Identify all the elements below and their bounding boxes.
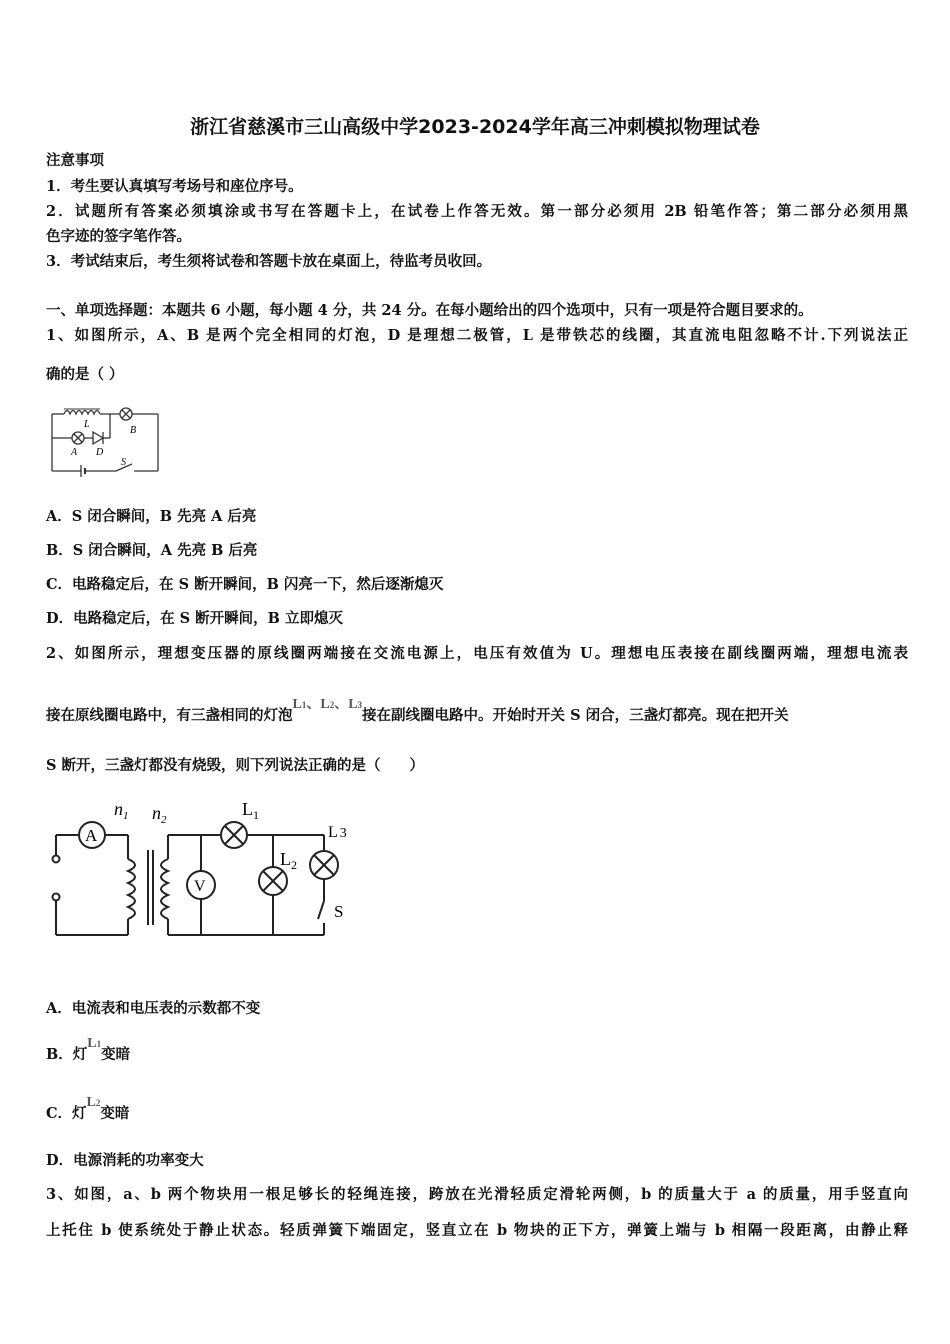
- q1-option-d: D．电路稳定后，在 S 断开瞬间，B 立即熄灭: [46, 610, 343, 627]
- q1-label-L: L: [84, 419, 90, 430]
- q1-stem-line1: 1、如图所示，A、B 是两个完全相同的灯泡，D 是理想二极管，L 是带铁芯的线圈，其直流电阻忽略不计.下列说法正: [46, 327, 908, 344]
- q2-L2-label: $L_2$: [280, 849, 297, 872]
- notice-item-2: 2．试题所有答案必须填涂或书写在答题卡上，在试卷上作答无效。第一部分必须用 2B 铅笔作答；第二部分必须用黑: [46, 203, 908, 220]
- q2-voltmeter-label: V: [194, 878, 206, 895]
- q2-option-b-lamp: L1: [87, 1036, 102, 1051]
- q3-stem-line1: 3、如图，a、b 两个物块用一根足够长的轻绳连接，跨放在光滑轻质定滑轮两侧，b 的质量大于 a 的质量，用手竖直向: [46, 1186, 908, 1203]
- notice-item-2-cont: 色字迹的签字笔作答。: [46, 228, 191, 245]
- q2-circuit-figure: [44, 795, 364, 940]
- q1-label-B: B: [130, 425, 137, 436]
- q2-stem-line2-a: 接在原线圈电路中，有三盏相同的灯泡: [46, 707, 293, 724]
- q2-stem-line2: [46, 697, 908, 726]
- q2-option-a: A．电流表和电压表的示数都不变: [46, 1000, 261, 1017]
- q2-option-c-lamp: L2: [86, 1095, 101, 1110]
- q1-stem-line2: 确的是（ ）: [46, 366, 124, 383]
- q1-option-a: A．S 闭合瞬间，B 先亮 A 后亮: [46, 508, 257, 525]
- notice-heading: 注意事项: [46, 152, 104, 169]
- q2-n2-label: $n_2$: [152, 803, 167, 826]
- q1-option-c: C．电路稳定后，在 S 断开瞬间，B 闪亮一下，然后逐渐熄灭: [46, 576, 444, 593]
- q1-label-A: A: [71, 447, 78, 458]
- q2-n1-label: $n_1$: [114, 799, 129, 822]
- q1-option-b: B．S 闭合瞬间，A 先亮 B 后亮: [46, 542, 258, 559]
- page-title: 浙江省慈溪市三山高级中学2023-2024学年高三冲刺模拟物理试卷: [190, 116, 760, 138]
- q2-option-b: B．灯L1变暗: [46, 1036, 131, 1063]
- q2-lamp-symbols: L1、L2、L3: [292, 697, 363, 712]
- q1-label-D: D: [96, 447, 104, 458]
- q3-stem-line2: 上托住 b 使系统处于静止状态。轻质弹簧下端固定，竖直立在 b 物块的正下方，弹簧上端与 b 相隔一段距离，由静止释: [46, 1222, 908, 1239]
- q2-stem-line3: S 断开，三盏灯都没有烧毁，则下列说法正确的是（ ）: [46, 757, 425, 774]
- section-heading: 一、单项选择题：本题共 6 小题，每小题 4 分，共 24 分。在每小题给出的四个选项中，只有一项是符合题目要求的。: [46, 302, 813, 319]
- q2-stem-line2-b: 接在副线圈电路中。开始时开关 S 闭合，三盏灯都亮。现在把开关: [362, 707, 789, 724]
- notice-item-3: 3．考试结束后，考生须将试卷和答题卡放在桌面上，待监考员收回。: [46, 253, 492, 270]
- q1-circuit-figure: [46, 398, 166, 480]
- notice-item-1: 1．考生要认真填写考场号和座位序号。: [46, 178, 303, 195]
- q2-L1-label: $L_1$: [242, 799, 259, 822]
- q2-stem-line1: 2、如图所示，理想变压器的原线圈两端接在交流电源上，电压有效值为 U。理想电压表接在副线圈两端，理想电流表: [46, 645, 908, 662]
- q2-L3-label: L 3: [328, 824, 347, 841]
- q2-ammeter-label: A: [85, 826, 98, 845]
- q2-option-c: C．灯L2变暗: [46, 1095, 130, 1122]
- q2-S-label: S: [334, 902, 344, 921]
- q2-option-d: D．电源消耗的功率变大: [46, 1152, 204, 1169]
- q1-label-S: S: [121, 457, 126, 468]
